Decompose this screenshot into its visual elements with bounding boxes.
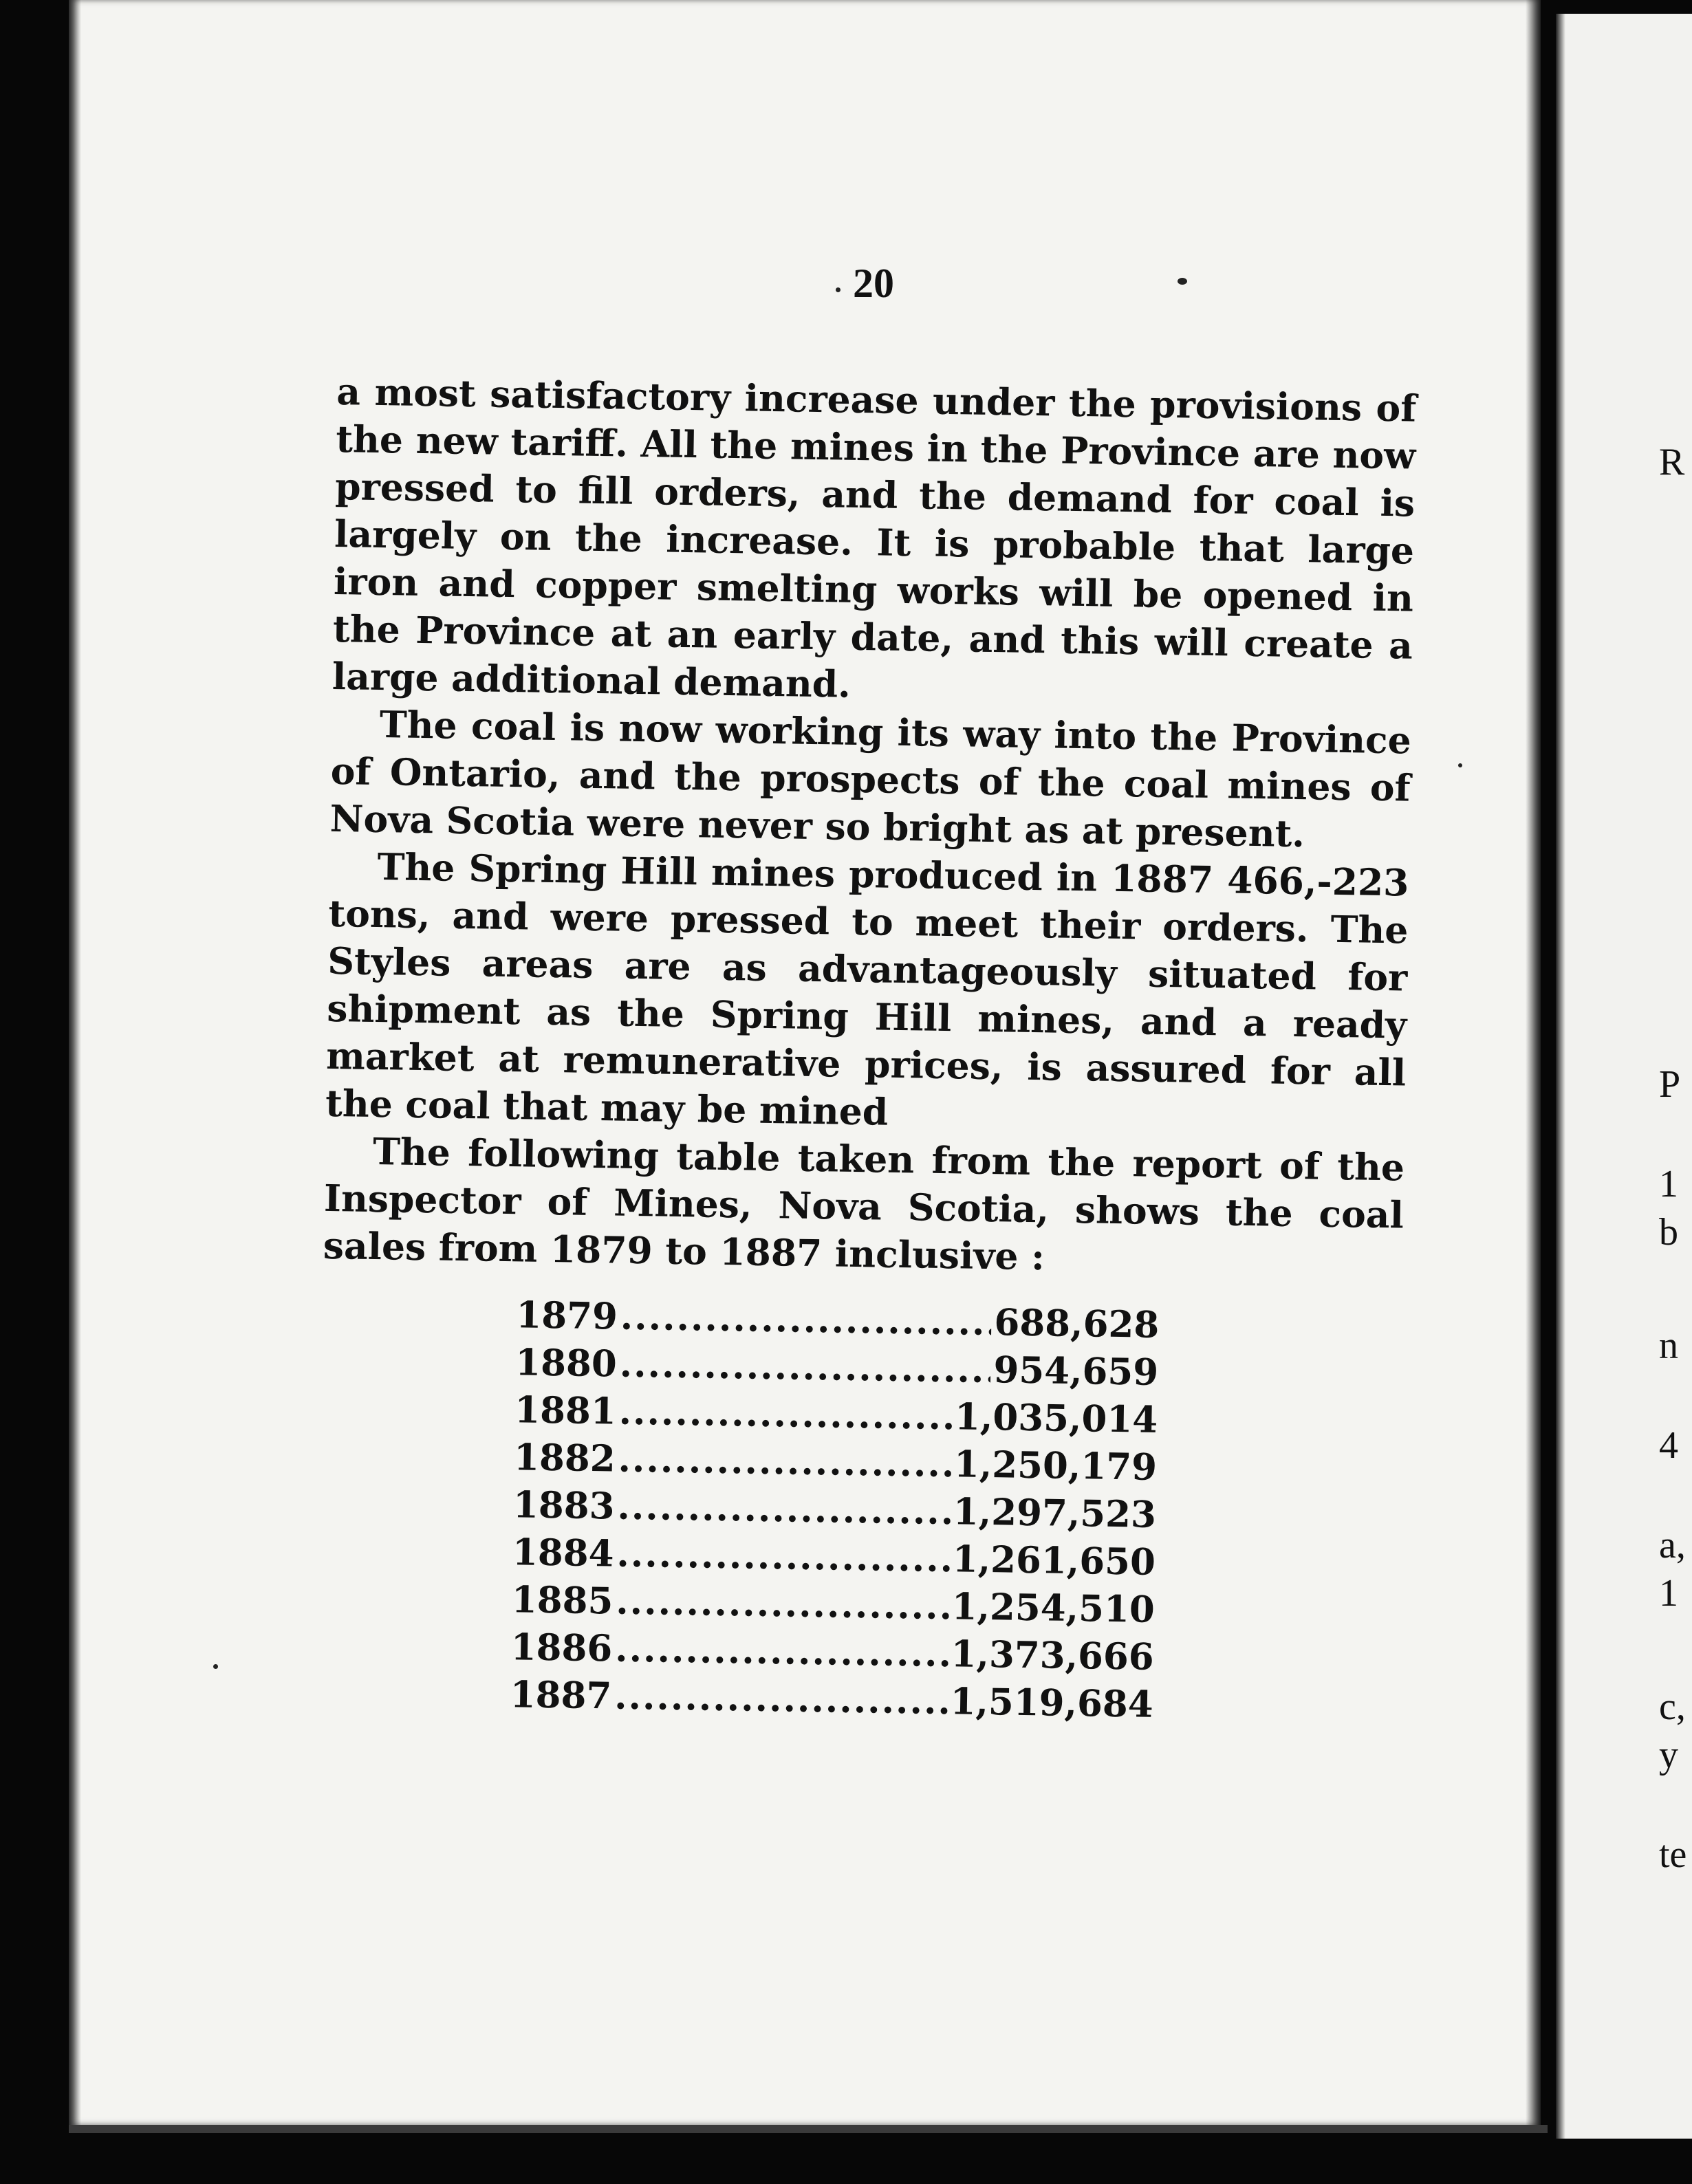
right-page-fragment: 1 [1659,1572,1678,1615]
page-number: 20 [853,261,894,306]
sales-value: 1,297,523 [953,1490,1157,1536]
page-bottom-edge [69,2125,1548,2133]
table-row [510,1671,1153,1729]
right-page-fragment: te [1659,1833,1687,1876]
right-page-fragment: P [1659,1063,1681,1106]
sales-value: 1,254,510 [951,1585,1156,1631]
dot-leader [614,1673,948,1726]
sales-year: 1881 [514,1388,617,1433]
sales-year: 1882 [513,1436,616,1481]
right-page-fragment: 4 [1659,1424,1678,1467]
ink-speck [213,1664,218,1669]
right-page-fragment: a, [1659,1524,1686,1566]
dot-leader [620,1293,992,1346]
sales-value: 1,519,684 [950,1680,1154,1726]
dot-leader [619,1341,991,1394]
body-text [316,368,1417,1732]
right-page-fragment: y [1659,1734,1678,1776]
sales-value: 1,035,014 [954,1395,1158,1441]
right-page-fragment: n [1659,1324,1678,1367]
dot-leader [617,1483,951,1536]
coal-sales-table [510,1291,1160,1729]
dot-leader [618,1436,951,1489]
sales-year: 1880 [514,1341,618,1386]
sales-value: 1,261,650 [952,1538,1156,1584]
paragraph: a most satisfactory increase under the provisions of the new tariff. All the mines in the Province are now pressed to fill orders, and the demand for coal is largely on the increase. It is probable that large iron and copper smelting works will be opened in the Province at an early date, and this will create a large additional demand. [332,369,1417,706]
dot-leader [618,1388,952,1441]
sales-value: 1,373,666 [951,1632,1155,1679]
paragraph: The following table taken from the report of the Inspector of Mines, Nova Scotia, shows the coal sales from 1879 to 1887 inclusive : [323,1129,1405,1279]
sales-year: 1883 [512,1483,616,1528]
right-page-fragment: b [1659,1211,1678,1254]
sales-value: 688,628 [994,1301,1160,1346]
sales-year: 1885 [511,1578,614,1623]
paragraph: The Spring Hill mines produced in 1887 466,-223 tons, and were pressed to meet their orders. The Styles areas are as advantageously situated for shipment as the Spring Hill mines, and a ready market at remunerative prices, is assured for all the coal that may be mined [325,845,1409,1134]
right-page-fragment: R [1659,441,1685,483]
sales-value: 1,250,179 [953,1443,1158,1489]
ink-speck [1178,278,1187,285]
dot-leader [615,1626,948,1679]
right-page-fragment: c, [1659,1685,1686,1728]
dot-leader [616,1531,950,1584]
sales-value: 954,659 [993,1348,1159,1394]
sales-year: 1886 [510,1626,613,1670]
sales-year: 1879 [515,1293,618,1338]
sales-year: 1887 [510,1673,612,1718]
paragraph: The coal is now working its way into the Province of Ontario, and the prospects of the coal mines of Nova Scotia were never so bright as at present. [329,703,1412,856]
right-page-fragment: 1 [1659,1163,1678,1205]
sales-year: 1884 [512,1531,614,1575]
dot-leader [616,1578,949,1631]
ink-speck [1458,763,1462,767]
